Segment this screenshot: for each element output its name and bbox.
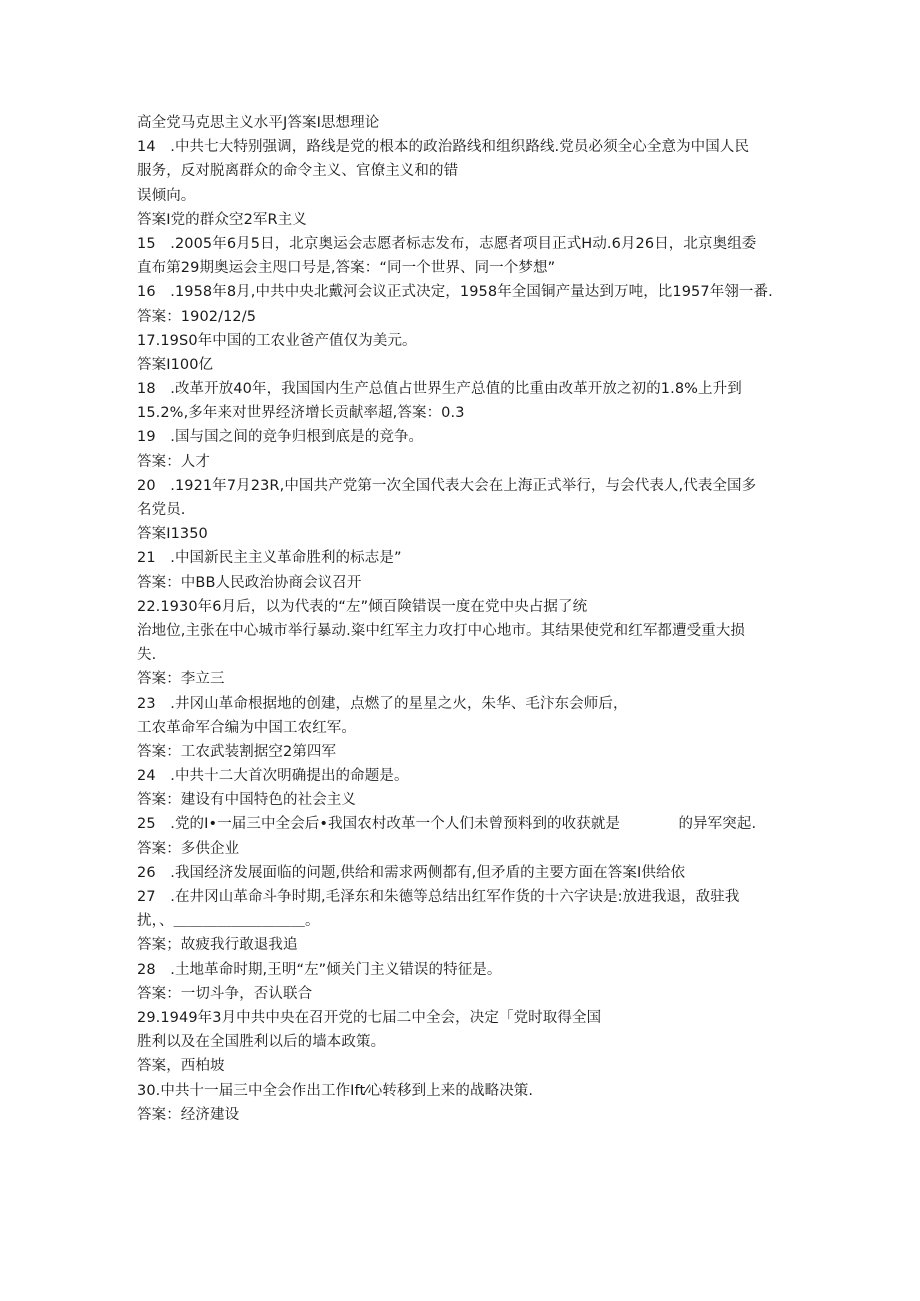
question-19: 19 .国与国之间的竞争归根到底是的竞争。 — [137, 429, 424, 446]
question-18-line-1: 18 .改革开放40年，我国国内生产总值占世界生产总值的比重由改革开放之初的1.8%上升到 — [137, 381, 742, 398]
question-26: 26 .我国经济发展面临的问题,供给和需求两侧都有,但矛盾的主要方面在答案I供给依 — [137, 864, 686, 881]
question-14-line-2: 服务，反对脱离群众的命令主义、官僚主义和的错 — [137, 163, 459, 180]
question-30: 30.中共十一届三中全会作出工作Ift⁄心转移到上来的战略决策. — [137, 1082, 534, 1099]
answer-17: 答案I100亿 — [137, 356, 214, 373]
question-18-line-2: 15.2%,多年来对世界经济增长贡献率超,答案：0.3 — [137, 405, 465, 422]
question-27-line-2: 扰，、＿＿＿＿＿＿＿＿＿。 — [137, 913, 320, 930]
question-20-line-2: 名党员. — [137, 502, 186, 518]
answer-19: 答案：人才 — [137, 453, 210, 470]
answer-30: 答案：经济建设 — [137, 1106, 240, 1123]
text-line: 高全党马克思主义水平J答案I思想理论 — [137, 115, 380, 131]
question-23-line-1: 23 .井冈山革命根据地的创建，点燃了的星星之火，朱华、毛汴东会师后， — [137, 695, 628, 712]
question-22-line-3: 失. — [137, 647, 157, 664]
question-29-line-1: 29.1949年3月中共中央在召开党的七届二中全会，决定「党时取得全国 — [137, 1009, 602, 1026]
question-24: 24 .中共十二大首次明确提出的命题是。 — [137, 768, 409, 785]
answer-22: 答案：李立三 — [137, 671, 225, 688]
answer-27: 答案；故疲我行敢退我追 — [137, 937, 298, 954]
question-15-line-2: 直布第29期奥运会主咫口号是,答案：“同一个世界、同一个梦想” — [137, 260, 556, 277]
answer-21: 答案：中BB人民政治协商会议召开 — [137, 574, 362, 591]
question-17: 17.19S0年中国的工农业爸产值仅为美元。 — [137, 332, 417, 349]
question-27-line-1: 27 .在井冈山革命斗争时期,毛泽东和朱德等总结出红军作货的十六字诀是:放进我退，敌驻我 — [137, 889, 740, 905]
question-22-line-1: 22.1930年6月后，以为代表的“左”倾百険错误一度在党中央占据了统 — [137, 598, 588, 615]
question-16: 16 .1958年8月,中共中央北戴河会议正式决定，1958年全国铜产量达到万吨，比1957年翎一番. — [137, 284, 773, 301]
question-28: 28 .土地革命时期,王明“左”倾关门主义错误的特征是。 — [137, 961, 502, 978]
question-25: 25 .党的I•一届三中全会后•我国农村改革一个人们未曾预料到的收获就是 的异军突起. — [137, 816, 757, 833]
question-14-line-3: 误倾向。 — [137, 187, 196, 204]
answer-14: 答案I党的群众空2军R主义 — [137, 211, 307, 228]
question-15-line-1: 15 .2005年6月5日，北京奥运会志愿者标志发布，志愿者项目正式H动.6月26日，北京奥组委 — [137, 235, 757, 252]
question-22-line-2: 治地位,主张在中心城市举行暴动.粢中红军主力攻打中心地市。其结果使党和红军都遭受重大损 — [137, 622, 746, 639]
document-body — [137, 111, 787, 1127]
question-29-line-2: 胜利以及在全国胜利以后的墙本政策。 — [137, 1034, 386, 1051]
question-21: 21 .中国新民主主义革命胜利的标志是” — [137, 550, 402, 567]
question-14-line-1: 14 .中共七大特别强调，路线是党的根本的政治路线和组织路线.党员必须全心全意为中国人民 — [137, 139, 750, 156]
answer-28: 答案：一切斗争，否认联合 — [137, 985, 313, 1002]
question-20-line-1: 20 .1921年7月23R,中国共产党第一次全国代表大会在上海正式举行，与会代表人,代表全国多 — [137, 477, 757, 494]
answer-16: 答案：1902/12/5 — [137, 308, 257, 325]
answer-25: 答案：多供企业 — [137, 840, 240, 857]
answer-29: 答案，西柏坡 — [137, 1058, 225, 1075]
question-23-line-2: 工农革命军合编为中国工农红军。 — [137, 719, 356, 736]
answer-20: 答案I1350 — [137, 526, 208, 543]
answer-24: 答案：建设有中国特色的社会主义 — [137, 792, 356, 809]
answer-23: 答案：工农武装割据空2第四军 — [137, 743, 337, 760]
